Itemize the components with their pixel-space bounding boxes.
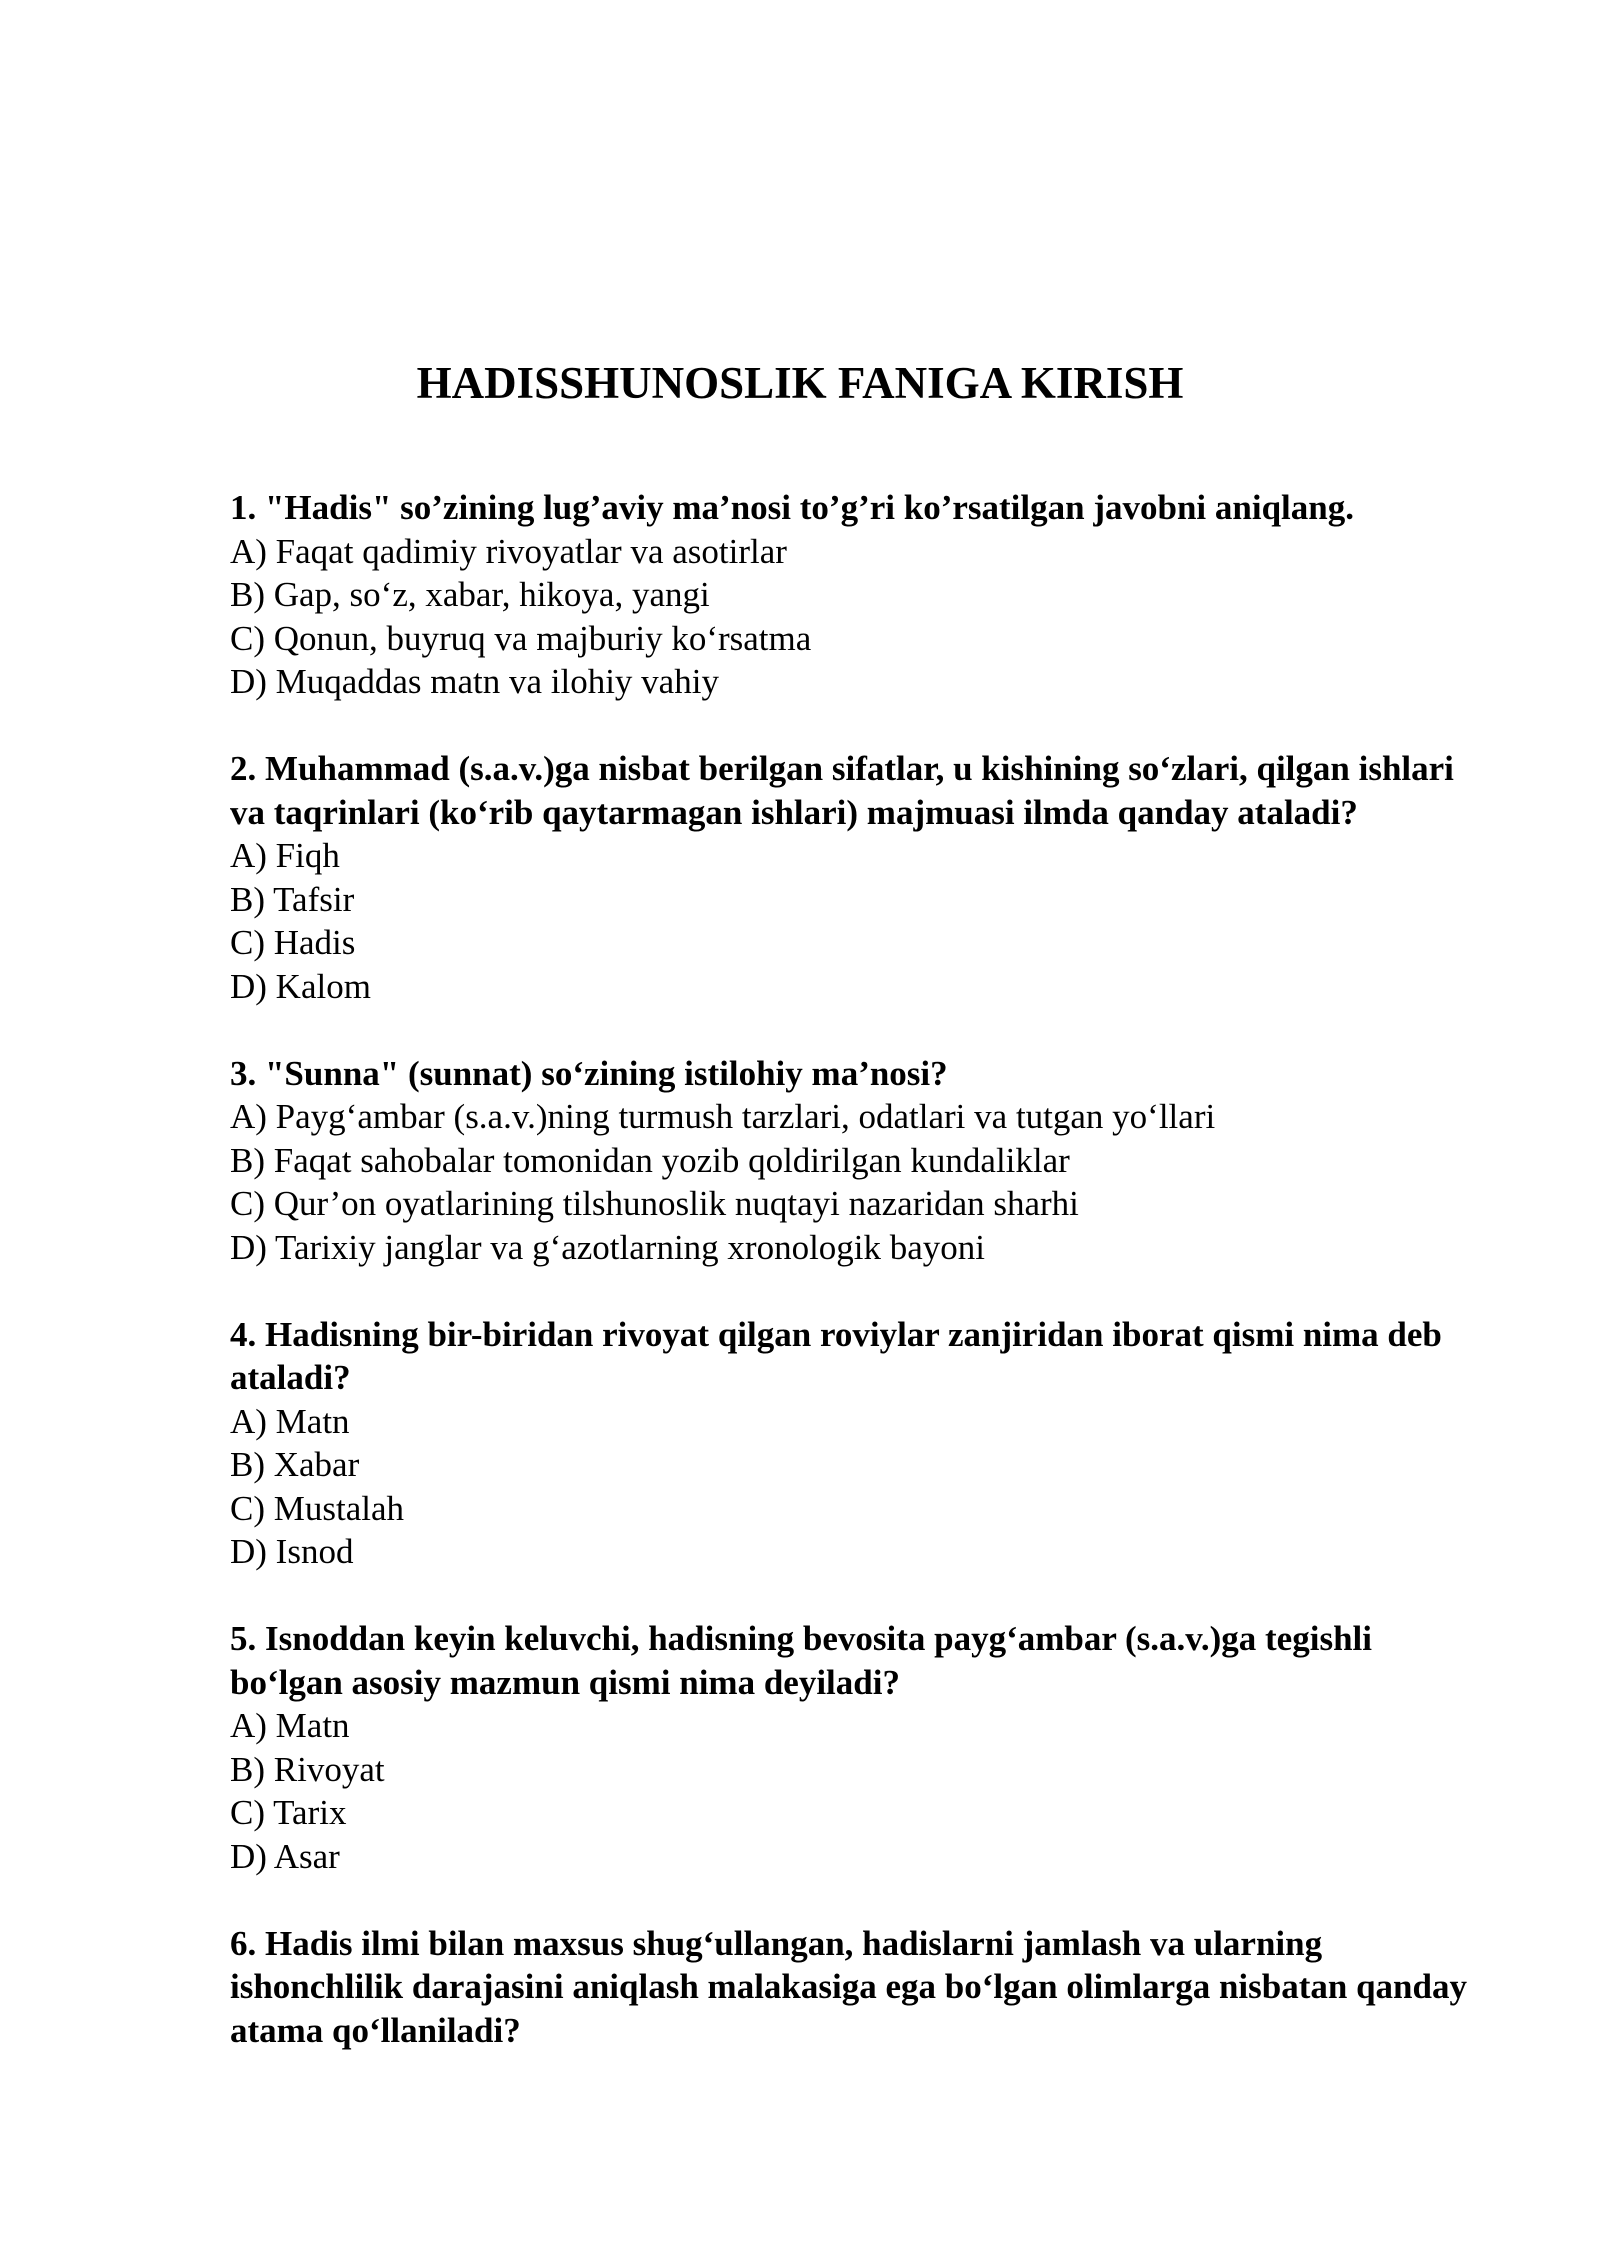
question-3 <box>230 1052 1480 1270</box>
answer-option: C) Mustalah <box>230 1488 405 1528</box>
question-text: 3. "Sunna" (sunnat) so‘zining istilohiy ma’nosi? <box>230 1053 948 1093</box>
answer-option: C) Hadis <box>230 923 356 962</box>
answer-option: B) Faqat sahobalar tomonidan yozib qoldirilgan kundaliklar <box>230 1140 1070 1180</box>
answer-option: A) Fiqh <box>230 836 340 875</box>
answer-option: C) Qonun, buyruq va majburiy ko‘rsatma <box>230 618 812 658</box>
question-text: 4. Hadisning bir-biridan rivoyat qilgan roviylar zanjiridan iborat qismi nima deb ataladi? <box>230 1314 1442 1397</box>
question-5 <box>230 1617 1480 1878</box>
answer-option: D) Kalom <box>230 966 371 1006</box>
answer-option: D) Tarixiy janglar va g‘azotlarning xronologik bayoni <box>230 1227 986 1267</box>
answer-option: B) Xabar <box>230 1445 360 1484</box>
answer-option: A) Matn <box>230 1706 350 1745</box>
question-text: 1. "Hadis" so’zining lug’aviy ma’nosi to’g’ri ko’rsatilgan javobni aniqlang. <box>230 488 1354 527</box>
answer-option: A) Matn <box>230 1401 350 1441</box>
answer-option: B) Tafsir <box>230 879 355 919</box>
answer-option: A) Faqat qadimiy rivoyatlar va asotirlar <box>230 531 787 571</box>
answer-option: C) Qur’on oyatlarining tilshunoslik nuqtayi nazaridan sharhi <box>230 1184 1079 1223</box>
answer-option: C) Tarix <box>230 1793 347 1832</box>
question-2 <box>230 747 1480 1008</box>
question-6 <box>230 1922 1480 2053</box>
question-text: 5. Isnoddan keyin keluvchi, hadisning bevosita payg‘ambar (s.a.v.)ga tegishli bo‘lgan asosiy mazmun qismi nima deyiladi? <box>230 1619 1372 1702</box>
question-4 <box>230 1313 1480 1574</box>
answer-option: D) Muqaddas matn va ilohiy vahiy <box>230 662 719 701</box>
answer-option: D) Isnod <box>230 1532 354 1571</box>
page-title: HADISSHUNOSLIK FANIGA KIRISH <box>416 358 1184 408</box>
question-text: 6. Hadis ilmi bilan maxsus shug‘ullangan, hadislarni jamlash va ularning ishonchlilik darajasini aniqlash malakasiga ega bo‘lgan olimlarga nisbatan qanday atama qo‘llaniladi? <box>230 1923 1467 2050</box>
question-list <box>230 486 1480 2096</box>
answer-option: D) Asar <box>230 1836 340 1876</box>
answer-option: B) Gap, so‘z, xabar, hikoya, yangi <box>230 575 710 614</box>
question-text: 2. Muhammad (s.a.v.)ga nisbat berilgan sifatlar, u kishining so‘zlari, qilgan ishlari va taqrinlari (ko‘rib qaytarmagan ishlari) majmuasi ilmda qanday ataladi? <box>230 749 1454 832</box>
answer-option: A) Payg‘ambar (s.a.v.)ning turmush tarzlari, odatlari va tutgan yo‘llari <box>230 1097 1216 1136</box>
answer-option: B) Rivoyat <box>230 1749 385 1789</box>
question-1 <box>230 486 1480 704</box>
